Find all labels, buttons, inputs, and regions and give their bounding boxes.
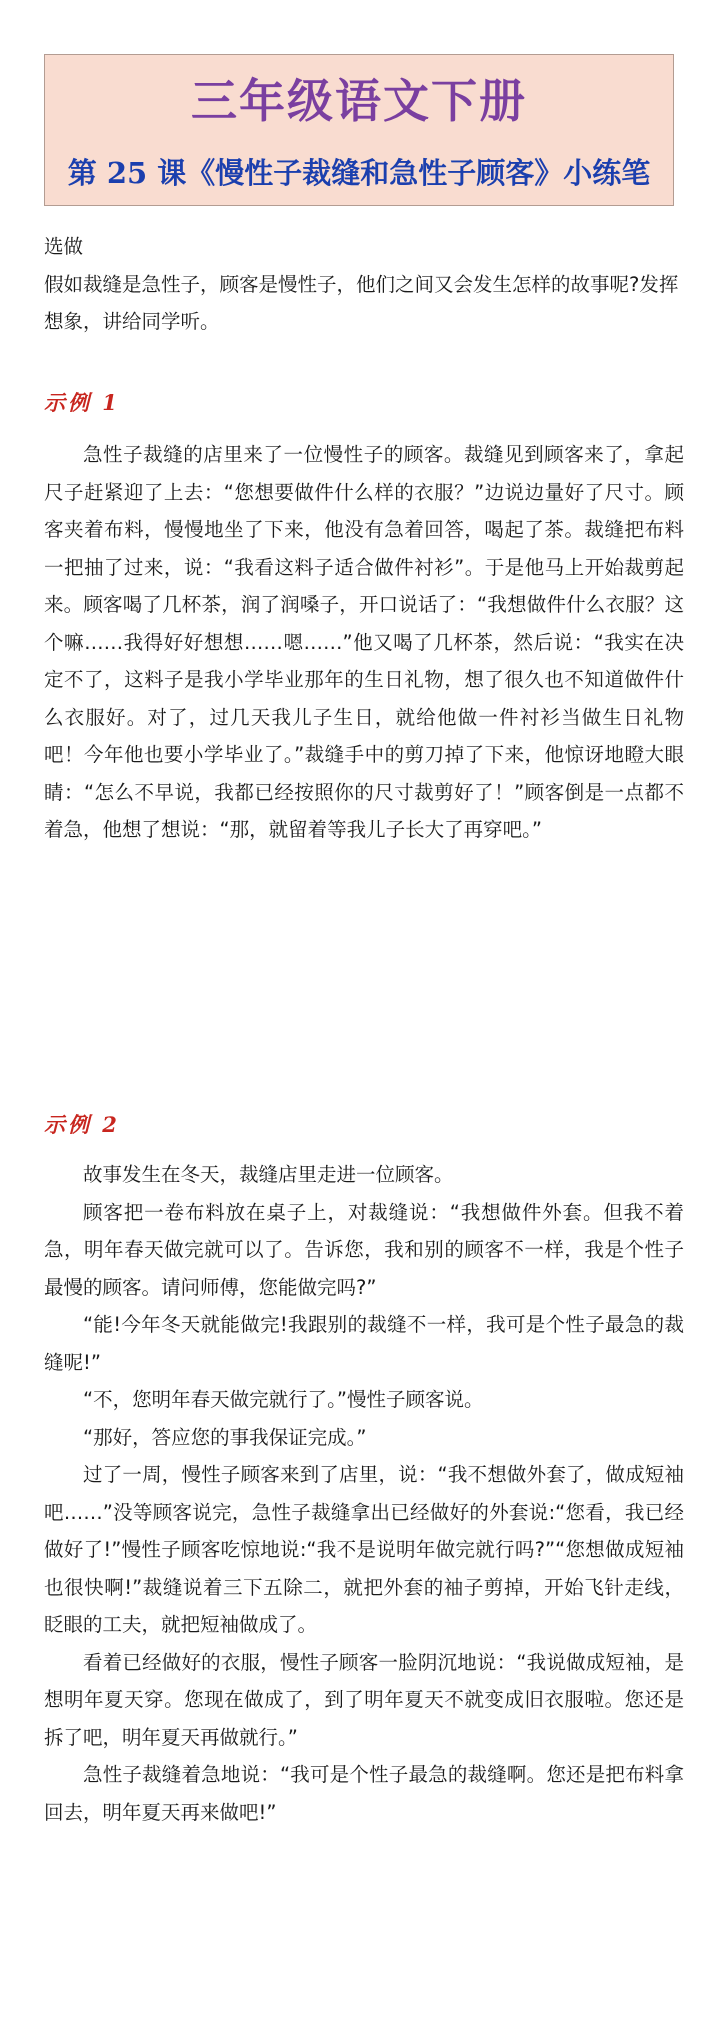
story-paragraph: 看着已经做好的衣服，慢性子顾客一脸阴沉地说：“我说做成短袖，是想明年夏天穿。您现在做成了，到了明年夏天不就变成旧衣服啦。您还是拆了吧，明年夏天再做就行。” <box>44 1650 684 1749</box>
story-paragraph: “不，您明年春天做完就行了。”慢性子顾客说。 <box>83 1388 484 1411</box>
story-paragraph: 故事发生在冬天，裁缝店里走进一位顾客。 <box>83 1163 454 1186</box>
story-paragraph: 急性子裁缝着急地说：“我可是个性子最急的裁缝啊。您还是把布料拿回去，明年夏天再来做吧!” <box>44 1763 684 1824</box>
story-paragraph: “能!今年冬天就能做完!我跟别的裁缝不一样，我可是个性子最急的裁缝呢!” <box>44 1313 684 1374</box>
story-paragraph: “那好，答应您的事我保证完成。” <box>83 1425 367 1449</box>
title-banner <box>44 54 674 206</box>
intro-section <box>44 228 684 341</box>
example-2-story <box>44 1156 684 1831</box>
story-paragraph: 顾客把一卷布料放在桌子上，对裁缝说：“我想做件外套。但我不着急，明年春天做完就可以了。告诉您，我和别的顾客不一样，我是个性子最慢的顾客。请问师傅，您能做完吗?” <box>44 1200 684 1299</box>
lesson-subtitle: 第 25 课《慢性子裁缝和急性子顾客》小练笔 <box>67 156 651 190</box>
example-2-label: 示例 2 <box>44 1112 120 1137</box>
example-1-story <box>44 436 684 849</box>
story-paragraph: 过了一周，慢性子顾客来到了店里，说：“我不想做外套了，做成短袖吧……”没等顾客说完，急性子裁缝拿出已经做好的外套说:“您看，我已经做好了!”慢性子顾客吃惊地说:“我不是说明年做完就行吗?”“您想做成短袖也很快啊!”裁缝说着三下五除二，就把外套的袖子剪掉，开始飞针走线，眨眼的工夫，就把短袖做成了。 <box>44 1463 684 1636</box>
page-title: 三年级语文下册 <box>191 74 527 128</box>
intro-label: 选做 <box>44 235 84 258</box>
example-1-label: 示例 1 <box>44 390 120 415</box>
intro-prompt: 假如裁缝是急性子，顾客是慢性子，他们之间又会发生怎样的故事呢?发挥想象，讲给同学听。 <box>44 272 679 333</box>
story-paragraph: 急性子裁缝的店里来了一位慢性子的顾客。裁缝见到顾客来了，拿起尺子赶紧迎了上去：“您想要做件什么样的衣服？”边说边量好了尺寸。顾客夹着布料，慢慢地坐了下来，他没有急着回答，喝起了茶。裁缝把布料一把抽了过来，说：“我看这料子适合做件衬衫”。于是他马上开始裁剪起来。顾客喝了几杯茶，润了润嗓子，开口说话了：“我想做件什么衣服？这个嘛……我得好好想想……嗯……”他又喝了几杯茶，然后说：“我实在决定不了，这料子是我小学毕业那年的生日礼物，想了很久也不知道做件什么衣服好。对了，过几天我儿子生日，就给他做一件衬衫当做生日礼物吧！今年他也要小学毕业了。”裁缝手中的剪刀掉了下来，他惊讶地瞪大眼睛：“怎么不早说，我都已经按照你的尺寸裁剪好了！”顾客倒是一点都不着急，他想了想说：“那，就留着等我儿子长大了再穿吧。” <box>44 443 684 841</box>
